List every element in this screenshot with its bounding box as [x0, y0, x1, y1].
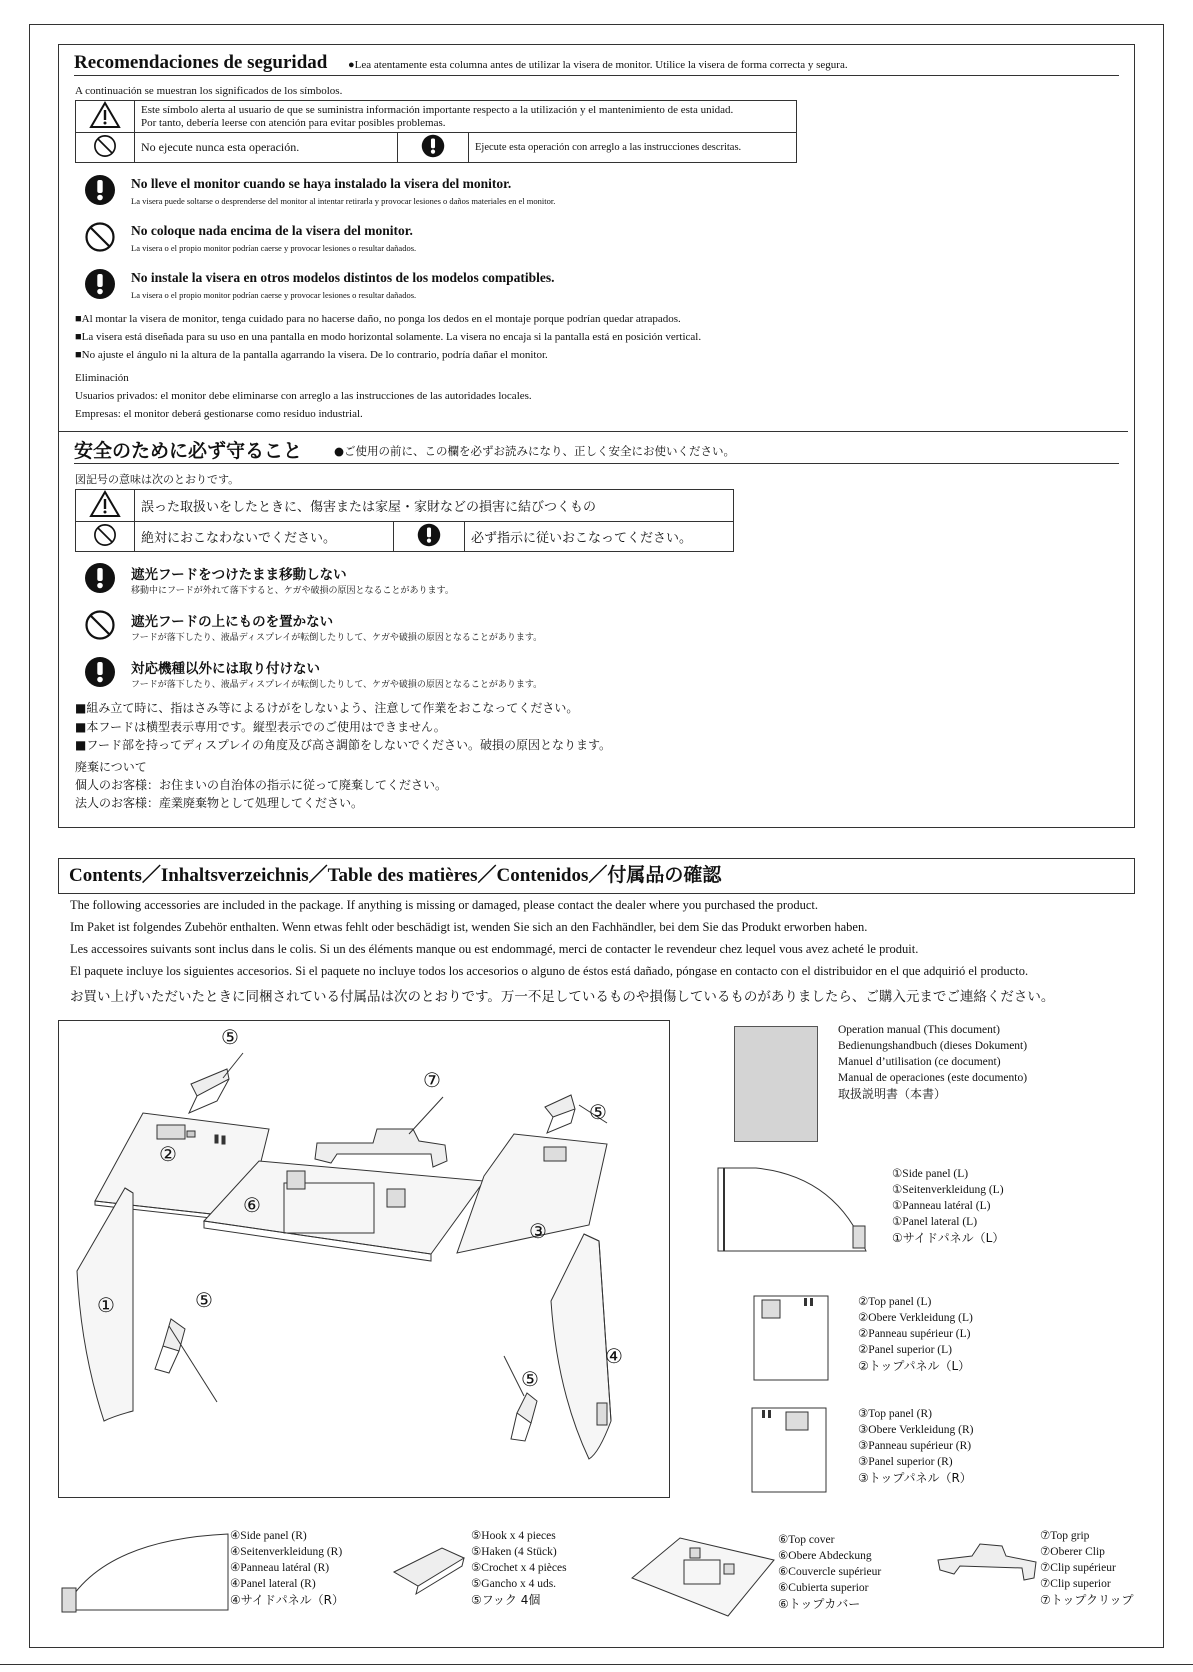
- part-6-labels: ⑥Top cover ⑥Obere Abdeckung ⑥Couvercle supérieur ⑥Cubierta superior ⑥トップカバー: [778, 1534, 882, 1611]
- callout-5-top: ⑤: [221, 1027, 239, 1049]
- es-disposal-title: Eliminación: [75, 372, 129, 384]
- es-item-1-desc: La visera puede soltarse o desprenderse del monitor al intentar retirarla y provocar lesiones o daños materiales en el monitor.: [131, 196, 556, 206]
- es-section-subtitle: ●Lea atentamente esta columna antes de utilizar la visera de monitor. Utilice la visera de forma correcta y segura.: [348, 59, 848, 71]
- es-note-1: ■Al montar la visera de monitor, tenga cuidado para no hacerse daño, no ponga los dedos en el montaje porque podrían quedar atrapados.: [75, 313, 681, 325]
- prohibit-icon: [84, 609, 116, 641]
- exploded-view-illustration: [59, 1021, 669, 1497]
- jp-warning-text: 誤った取扱いをしたときに、傷害または家屋・家財などの損害に結びつくもの: [135, 490, 734, 522]
- contents-line-es: El paquete incluye los siguientes accesorios. Si el paquete no incluye todos los accesorios o alguno de éstos está dañado, póngase en contacto con el distribuidor en el que adquirió el producto.: [70, 964, 1029, 978]
- jp-item-1-title: 遮光フードをつけたまま移動しない: [131, 567, 347, 583]
- mandatory-icon: [417, 523, 441, 547]
- hook-illustration: [390, 1536, 470, 1596]
- callout-6: ⑥: [243, 1195, 261, 1217]
- jp-section-subtitle: ●ご使用の前に、この欄を必ずお読みになり、正しく安全にお使いください。: [334, 444, 736, 458]
- warning-icon: [89, 490, 121, 518]
- side-panel-r-illustration: [60, 1530, 230, 1616]
- es-mandatory-text: Ejecute esta operación con arreglo a las instrucciones descritas.: [469, 133, 797, 163]
- contents-line-fr: Les accessoires suivants sont inclus dans le colis. Si un des éléments manque ou est endommagé, merci de contacter le revendeur chez lequel vous avez acheté le produit.: [70, 942, 919, 956]
- warning-icon: [89, 101, 121, 129]
- jp-item-3-desc: フードが落下したり、液晶ディスプレイが転倒したりして、ケガや破損の原因となることがあります。: [131, 680, 543, 690]
- es-disposal-2: Empresas: el monitor deberá gestionarse como residuo industrial.: [75, 408, 363, 420]
- mandatory-icon: [84, 656, 116, 688]
- callout-4: ④: [605, 1346, 623, 1368]
- callout-1: ①: [97, 1295, 115, 1317]
- callout-5-right: ⑤: [589, 1102, 607, 1124]
- top-cover-illustration: [628, 1534, 778, 1620]
- es-section-title: Recomendaciones de seguridad: [74, 52, 328, 73]
- es-warning-cell: [76, 101, 135, 133]
- top-grip-illustration: [936, 1538, 1042, 1586]
- es-item-3-desc: La visera o el propio monitor podrían caerse y provocar lesiones o resultar dañados.: [131, 290, 417, 300]
- es-symbol-table: [75, 100, 797, 163]
- contents-title: Contents／Inhaltsverzeichnis／Table des matières／Contenidos／付属品の確認: [58, 858, 1135, 894]
- callout-2: ②: [159, 1144, 177, 1166]
- part-7-labels: ⑦Top grip ⑦Oberer Clip ⑦Clip supérieur ⑦Clip superior ⑦トップクリップ: [1040, 1530, 1134, 1607]
- es-disposal-1: Usuarios privados: el monitor debe eliminarse con arreglo a las instrucciones de las autoridades locales.: [75, 390, 532, 402]
- part-2-labels: ②Top panel (L) ②Obere Verkleidung (L) ②Panneau supérieur (L) ②Panel superior (L) ②トップパネル（L）: [858, 1296, 973, 1373]
- prohibit-icon: [93, 134, 117, 158]
- es-item-1-title: No lleve el monitor cuando se haya instalado la visera del monitor.: [131, 176, 512, 191]
- es-warning-text-1: Este símbolo alerta al usuario de que se suministra información importante respecto a la utilización y el mantenimiento de esta unidad.: [141, 103, 734, 116]
- callout-3: ③: [529, 1221, 547, 1243]
- jp-prohibit-text: 絶対におこなわないでください。: [135, 522, 394, 552]
- callout-5-left: ⑤: [195, 1290, 213, 1312]
- es-item-3-title: No instale la visera en otros modelos distintos de los modelos compatibles.: [131, 270, 555, 285]
- jp-item-3-title: 対応機種以外には取り付けない: [131, 661, 320, 677]
- mandatory-icon: [421, 134, 445, 158]
- jp-item-1-desc: 移動中にフードが外れて落下すると、ケガや破損の原因となることがあります。: [131, 586, 454, 596]
- side-panel-l-illustration: [716, 1166, 876, 1256]
- contents-line-en: The following accessories are included in the package. If anything is missing or damaged, please contact the dealer where you purchased the product.: [70, 898, 818, 912]
- jp-note-2: ■本フードは横型表示専用です。縦型表示でのご使用はできません。: [75, 720, 446, 734]
- jp-item-2-title: 遮光フードの上にものを置かない: [131, 614, 334, 630]
- callout-7: ⑦: [423, 1070, 441, 1092]
- es-item-2-title: No coloque nada encima de la visera del monitor.: [131, 223, 413, 238]
- es-symbols-intro: A continuación se muestran los significados de los símbolos.: [75, 85, 343, 97]
- es-warning-text-2: Por tanto, debería leerse con atención para evitar posibles problemas.: [141, 116, 446, 129]
- mandatory-icon: [84, 562, 116, 594]
- jp-symbol-table: [75, 489, 734, 552]
- section-divider: [58, 431, 1128, 432]
- jp-note-3: ■フード部を持ってディスプレイの角度及び高さ調節をしないでください。破損の原因となります。: [75, 738, 611, 752]
- contents-line-jp: お買い上げいただいたときに同梱されている付属品は次のとおりです。万一不足しているものや損傷しているものがありましたら、ご購入元までご連絡ください。: [70, 989, 1055, 1005]
- callout-5-bottom: ⑤: [521, 1369, 539, 1391]
- jp-title-rule: [74, 463, 1119, 464]
- jp-item-2-desc: フードが落下したり、液晶ディスプレイが転倒したりして、ケガや破損の原因となることがあります。: [131, 633, 543, 643]
- es-item-2-desc: La visera o el propio monitor podrían caerse y provocar lesiones o resultar dañados.: [131, 243, 417, 253]
- manual-labels: Operation manual (This document) Bedienungshandbuch (dieses Dokument) Manuel d’utilisation (ce document) Manual de operaciones (este documento) 取扱説明書（本書）: [838, 1024, 1028, 1101]
- part-3-labels: ③Top panel (R) ③Obere Verkleidung (R) ③Panneau supérieur (R) ③Panel superior (R) ③トップパネル（R）: [858, 1408, 974, 1485]
- jp-mandatory-text: 必ず指示に従いおこなってください。: [465, 522, 734, 552]
- top-panel-r-illustration: [750, 1406, 828, 1494]
- contents-line-de: Im Paket ist folgendes Zubehör enthalten. Wenn etwas fehlt oder beschädigt ist, wenden Sie sich an den Fachhändler, bei dem Sie das Produkt erworben haben.: [70, 920, 868, 934]
- jp-symbols-intro: 図記号の意味は次のとおりです。: [75, 473, 240, 486]
- jp-section-title: 安全のために必ず守ること: [74, 440, 303, 462]
- prohibit-icon: [93, 523, 117, 547]
- part-1-labels: ①Side panel (L) ①Seitenverkleidung (L) ①Panneau latéral (L) ①Panel lateral (L) ①サイドパネル（L）: [892, 1168, 1005, 1245]
- es-note-2: ■La visera está diseñada para su uso en una pantalla en modo horizontal solamente. La visera no encaja si la pantalla está en posición vertical.: [75, 331, 702, 343]
- page-bottom-rule: [0, 1664, 1193, 1665]
- jp-disposal-1: 個人のお客様：お住まいの自治体の指示に従って廃棄してください。: [75, 778, 448, 792]
- exploded-diagram: [58, 1020, 670, 1498]
- part-5-labels: ⑤Hook x 4 pieces ⑤Haken (4 Stück) ⑤Crochet x 4 pièces ⑤Gancho x 4 uds. ⑤フック 4個: [471, 1530, 567, 1607]
- es-note-3: ■No ajuste el ángulo ni la altura de la pantalla agarrando la visera. De lo contrario, podría dañar el monitor.: [75, 349, 548, 361]
- es-title-rule: [74, 75, 1119, 76]
- manual-illustration: [734, 1026, 818, 1142]
- mandatory-icon: [84, 174, 116, 206]
- part-4-labels: ④Side panel (R) ④Seitenverkleidung (R) ④Panneau latéral (R) ④Panel lateral (R) ④サイドパネル（R）: [230, 1530, 345, 1607]
- es-prohibit-text: No ejecute nunca esta operación.: [135, 133, 398, 163]
- jp-disposal-2: 法人のお客様：産業廃棄物として処理してください。: [75, 796, 364, 810]
- jp-note-1: ■組み立て時に、指はさみ等によるけがをしないよう、注意して作業をおこなってください。: [75, 701, 579, 715]
- prohibit-icon: [84, 221, 116, 253]
- mandatory-icon: [84, 268, 116, 300]
- jp-disposal-title: 廃棄について: [75, 760, 147, 774]
- top-panel-l-illustration: [752, 1294, 830, 1382]
